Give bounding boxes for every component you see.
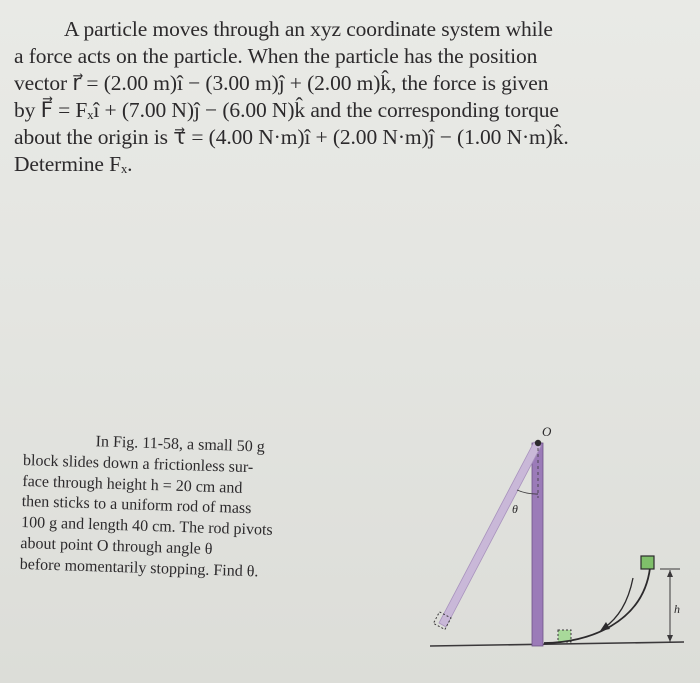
pivot-label: O: [542, 424, 552, 439]
problem-2-line: face through height h = 20 cm and: [22, 472, 243, 497]
problem-2-line: 100 g and length 40 cm. The rod pivots: [20, 514, 273, 540]
problem-2-line: then sticks to a uniform rod of mass: [21, 493, 252, 518]
problem-1-line: a force acts on the particle. When the particle has the position: [14, 44, 538, 68]
height-arrowhead-top: [667, 570, 673, 577]
motion-arrowhead: [600, 622, 610, 631]
block-at-top: [641, 556, 654, 569]
problem-2-text: [19, 430, 313, 585]
problem-2-line: block slides down a frictionless sur-: [22, 451, 254, 477]
problem-1-line: about the origin is τ⃗ = (4.00 N·m)î + (2.00 N·m)ĵ − (1.00 N·m)k̂.: [14, 125, 569, 149]
problem-1-line: Determine Fₓ.: [14, 152, 133, 176]
problem-2-line: In Fig. 11-58, a small 50 g: [95, 433, 266, 456]
swung-rod: [439, 442, 541, 627]
problem-2-line: about point O through angle θ: [20, 534, 213, 558]
fig-11-58: [428, 418, 690, 668]
vertical-rod: [532, 443, 543, 646]
problem-1-line: vector r⃗ = (2.00 m)î − (3.00 m)ĵ + (2.00 m)k̂, the force is given: [14, 71, 549, 95]
angle-label: θ: [512, 502, 518, 516]
height-arrowhead-bottom: [667, 635, 673, 642]
problem-1-text: [14, 16, 686, 178]
problem-1-line: A particle moves through an xyz coordinate system while: [64, 17, 553, 41]
pivot-point: [535, 440, 541, 446]
height-label: h: [674, 602, 680, 616]
problem-2-line: before momentarily stopping. Find θ.: [19, 555, 259, 581]
problem-1-line: by F⃗ = Fₓî + (7.00 N)ĵ − (6.00 N)k̂ and the corresponding torque: [14, 98, 559, 122]
